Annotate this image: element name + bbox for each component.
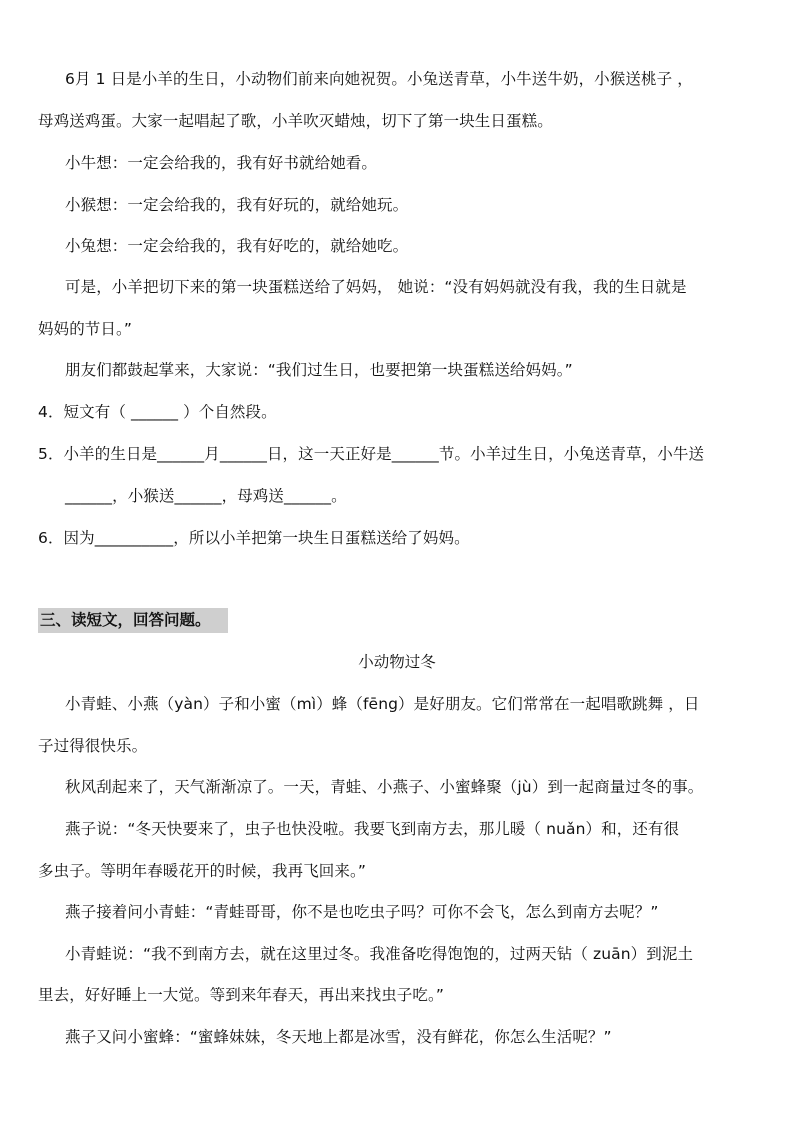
passage2-paragraph3-line2: 多虫子。等明年春暖花开的时候，我再飞回来。” — [38, 862, 366, 880]
passage2-paragraph4: 燕子接着问小青蛙：“青蛙哥哥，你不是也吃虫子吗？可你不会飞，怎么到南方去呢？” — [65, 903, 659, 921]
passage2-paragraph3-line1: 燕子说：“冬天快要来了，虫子也快没啦。我要飞到南方去，那儿暖（ nuǎn）和，还有很 — [65, 820, 680, 838]
passage2-paragraph5-line2: 里去，好好睡上一大觉。等到来年春天，再出来找虫子吃。” — [38, 986, 444, 1004]
section-heading-text: 三、读短文，回答问题。 — [40, 611, 211, 629]
passage1-paragraph4: 小兔想：一定会给我的，我有好吃的，就给她吃。 — [65, 237, 409, 255]
question-5-line1: 5．小羊的生日是______月______日，这一天正好是______节。小羊过生日，小兔送青草，小牛送 — [38, 445, 705, 463]
story-title: 小动物过冬 — [358, 653, 436, 671]
passage1-paragraph5-line1: 可是，小羊把切下来的第一块蛋糕送给了妈妈， 她说：“没有妈妈就没有我，我的生日就是 — [65, 278, 687, 296]
passage1-paragraph1-line2: 母鸡送鸡蛋。大家一起唱起了歌，小羊吹灭蜡烛，切下了第一块生日蛋糕。 — [38, 112, 553, 130]
passage1-paragraph3: 小猴想：一定会给我的，我有好玩的，就给她玩。 — [65, 196, 409, 214]
passage1-paragraph5-line2: 妈妈的节日。” — [38, 320, 132, 338]
question-6: 6．因为__________，所以小羊把第一块生日蛋糕送给了妈妈。 — [38, 529, 470, 547]
section-heading — [38, 608, 228, 633]
passage2-paragraph5-line1: 小青蛙说：“我不到南方去，就在这里过冬。我准备吃得饱饱的，过两天钻（ zuān）到泥土 — [65, 945, 694, 963]
passage2-paragraph1-line2: 子过得很快乐。 — [38, 737, 148, 755]
passage1-paragraph6: 朋友们都鼓起掌来，大家说：“我们过生日，也要把第一块蛋糕送给妈妈。” — [65, 361, 573, 379]
question-4: 4．短文有（ ______ ）个自然段。 — [38, 403, 277, 421]
question-5-line2: ______，小猴送______，母鸡送______。 — [65, 487, 347, 505]
passage2-paragraph2: 秋风刮起来了，天气渐渐凉了。一天，青蛙、小燕子、小蜜蜂聚（jù）到一起商量过冬的事。 — [65, 778, 704, 796]
passage2-paragraph1-line1: 小青蛙、小燕（yàn）子和小蜜（mì）蜂（fēng）是好朋友。它们常常在一起唱歌跳舞 ，日 — [65, 695, 700, 713]
passage1-paragraph1-line1: 6月 1 日是小羊的生日，小动物们前来向她祝贺。小兔送青草，小牛送牛奶，小猴送桃子 ， — [65, 70, 693, 88]
passage1-paragraph2: 小牛想：一定会给我的，我有好书就给她看。 — [65, 154, 378, 172]
passage2-paragraph6: 燕子又问小蜜蜂：“蜜蜂妹妹，冬天地上都是冰雪，没有鲜花，你怎么生活呢？” — [65, 1028, 612, 1046]
